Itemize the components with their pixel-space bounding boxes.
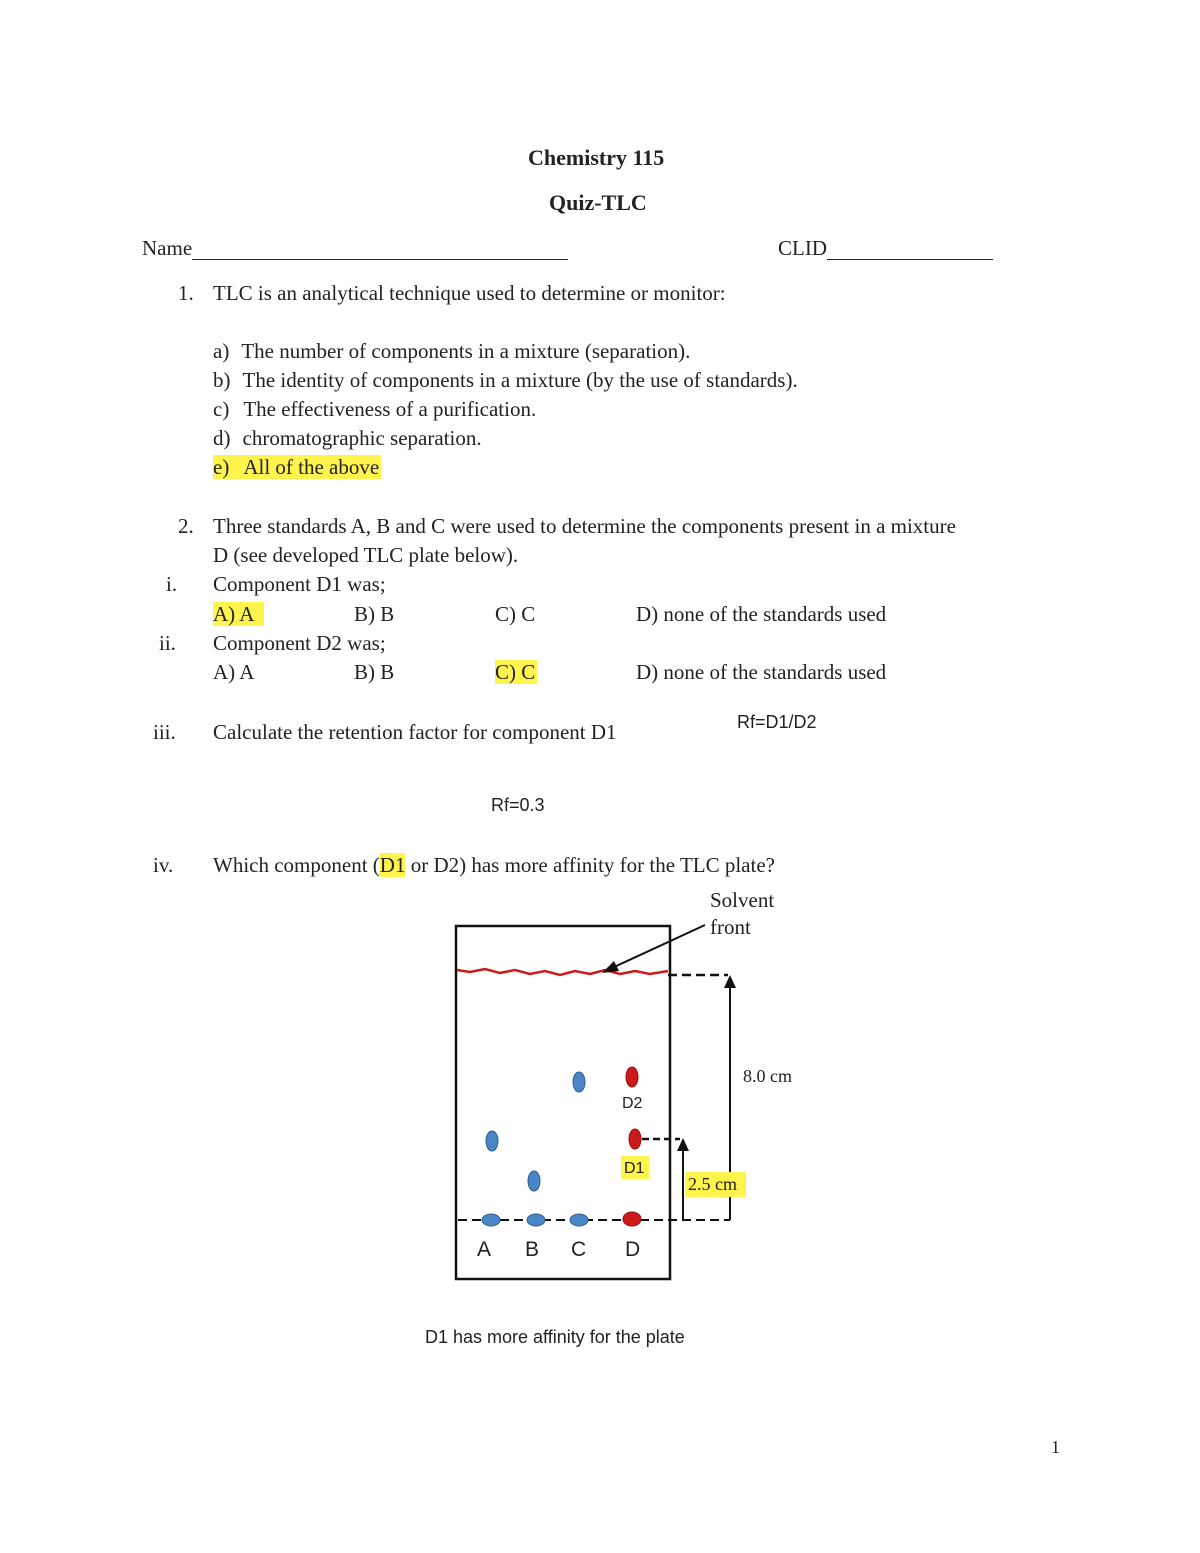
q2ii-number: ii.	[159, 631, 176, 655]
q2i-option-d: D) none of the standards used	[636, 602, 887, 626]
spot-c-developed	[573, 1072, 585, 1092]
q2iii-text: Calculate the retention factor for component D1	[213, 720, 617, 744]
q2ii-text: Component D2 was;	[213, 631, 386, 655]
clid-label: CLID	[778, 236, 827, 260]
option-letter: e)	[213, 455, 230, 479]
option-letter: d)	[213, 426, 231, 450]
spot-a-origin	[482, 1214, 500, 1226]
course-title: Chemistry 115	[528, 145, 665, 170]
q2ii-option-d: D) none of the standards used	[636, 660, 887, 684]
q2-number: 2.	[178, 514, 194, 538]
q2ii-option-b: B) B	[354, 660, 395, 684]
q2i-text: Component D1 was;	[213, 572, 386, 596]
spot-label-d1: D1	[624, 1160, 645, 1177]
q2iv-answer: D1 has more affinity for the plate	[425, 1327, 685, 1347]
lane-label-a: A	[477, 1238, 492, 1261]
q2ii-option-c-answer: C) C	[495, 660, 536, 684]
spot-b-origin	[527, 1214, 545, 1226]
quiz-title: Quiz-TLC	[549, 190, 647, 215]
option-text: The effectiveness of a purification.	[243, 397, 537, 421]
q2iv-d1-highlight: D1	[379, 853, 406, 877]
option-text: The identity of components in a mixture (by the use of standards).	[242, 368, 798, 392]
lane-label-b: B	[525, 1238, 540, 1261]
spot-d2	[626, 1067, 638, 1087]
option-text: chromatographic separation.	[242, 426, 482, 450]
solvent-label-line2: front	[710, 915, 751, 939]
spot-d-origin	[623, 1212, 641, 1226]
option-letter: c)	[213, 397, 230, 421]
solvent-front-arrow	[612, 925, 705, 968]
q2iv-number: iv.	[153, 853, 174, 877]
q2ii-option-a: A) A	[213, 660, 255, 684]
q2i-option-b: B) B	[354, 602, 395, 626]
q1-number: 1.	[178, 281, 194, 305]
spot-group	[482, 1067, 641, 1226]
page-number: 1	[1051, 1437, 1060, 1457]
q2iv-text-after: or D2) has more affinity for the TLC plate?	[405, 853, 775, 877]
q2i-option-c: C) C	[495, 602, 536, 626]
lane-label-d: D	[625, 1238, 641, 1261]
q2-text-line2: D (see developed TLC plate below).	[213, 543, 519, 567]
rf-formula: Rf=D1/D2	[737, 712, 817, 732]
distance-label-d1: 2.5 cm	[688, 1174, 737, 1194]
spot-b-developed	[528, 1171, 540, 1191]
option-letter: b)	[213, 368, 231, 392]
q2-text-line1: Three standards A, B and C were used to determine the components present in a mixture	[213, 514, 956, 538]
lane-label-c: C	[571, 1238, 587, 1261]
name-label: Name	[142, 236, 193, 260]
q1-text: TLC is an analytical technique used to determine or monitor:	[213, 281, 726, 305]
solvent-front-line	[457, 969, 668, 975]
q2iii-number: iii.	[153, 720, 176, 744]
solvent-front-arrowhead	[602, 961, 619, 973]
spot-d1	[629, 1129, 641, 1149]
spot-a-developed	[486, 1131, 498, 1151]
option-text: The number of components in a mixture (separation).	[241, 339, 691, 363]
option-letter: a)	[213, 339, 230, 363]
q2iv-text-before: Which component (	[213, 853, 380, 877]
option-text: All of the above	[243, 455, 380, 479]
solvent-label-line1: Solvent	[710, 888, 775, 912]
distance-arrowhead-total	[724, 975, 736, 988]
q2i-number: i.	[166, 572, 178, 596]
q2i-option-a-answer: A) A	[213, 602, 264, 626]
distance-label-total: 8.0 cm	[743, 1066, 792, 1086]
spot-c-origin	[570, 1214, 588, 1226]
rf-answer: Rf=0.3	[491, 795, 545, 815]
spot-label-d2: D2	[622, 1095, 643, 1112]
